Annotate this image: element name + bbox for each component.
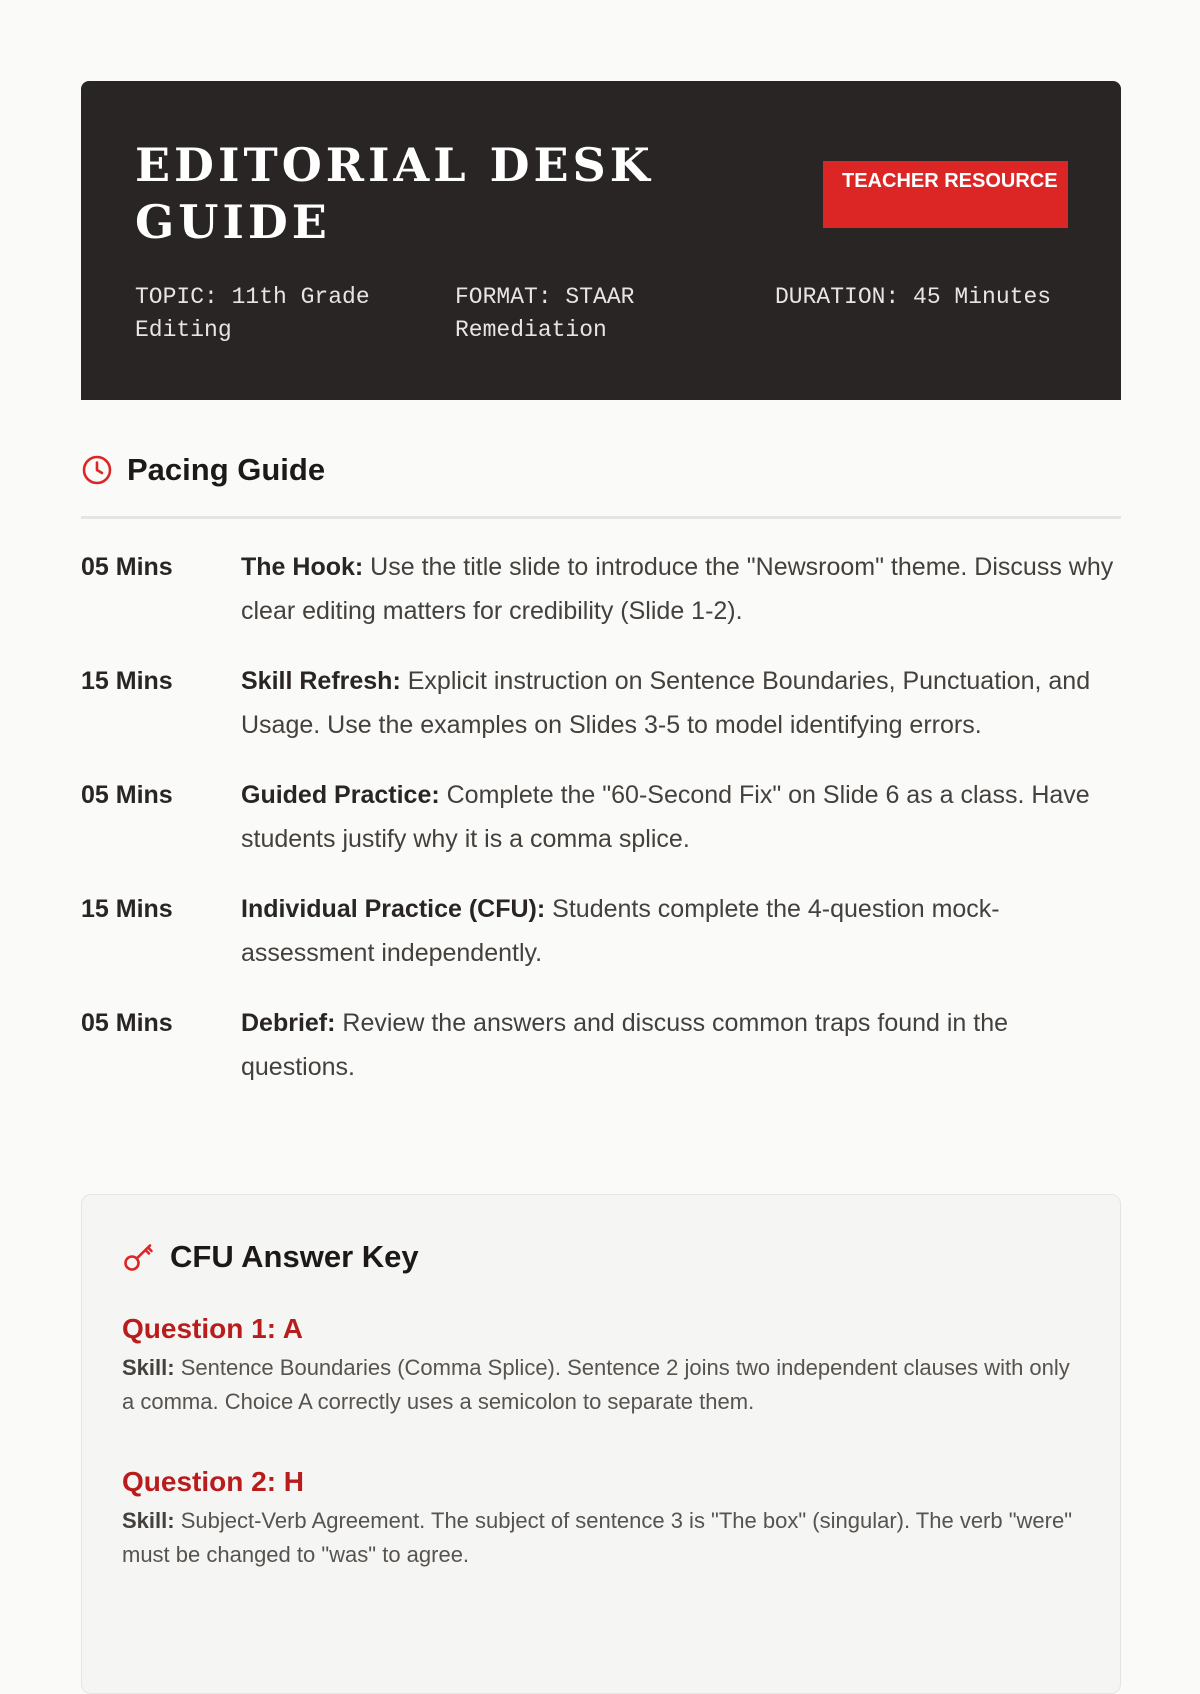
key-icon <box>122 1240 156 1274</box>
pacing-label: Debrief: <box>241 1009 336 1037</box>
pacing-guide-title: Pacing Guide <box>127 452 326 487</box>
skill-text: Subject-Verb Agreement. The subject of sentence 3 is "The box" (singular). The verb "were" must be changed to "was" to agree. <box>122 1508 1073 1567</box>
meta-topic: TOPIC: 11th Grade Editing <box>135 284 370 343</box>
meta-format: FORMAT: STAAR Remediation <box>455 284 635 343</box>
pacing-description <box>241 660 1121 747</box>
skill-label: Skill: <box>122 1508 175 1533</box>
question-explanation <box>122 1351 1082 1419</box>
question-title: Question 2: H <box>122 1466 305 1497</box>
skill-label: Skill: <box>122 1355 175 1380</box>
teacher-resource-badge: TEACHER RESOURCE <box>823 161 1068 228</box>
pacing-time: 05 Mins <box>81 553 173 581</box>
answer-key-title: CFU Answer Key <box>170 1239 419 1274</box>
pacing-description <box>241 546 1121 633</box>
question-title: Question 1: A <box>122 1313 303 1344</box>
meta-duration: DURATION: 45 Minutes <box>775 284 1052 310</box>
clock-icon <box>81 454 113 486</box>
pacing-text: Review the answers and discuss common traps found in the questions. <box>241 1009 1009 1081</box>
question-explanation <box>122 1504 1082 1572</box>
pacing-guide-header <box>81 454 1121 519</box>
pacing-label: Skill Refresh: <box>241 667 401 695</box>
pacing-item <box>81 660 1121 747</box>
pacing-text: Students complete the 4-question mock-assessment independently. <box>241 895 1000 967</box>
pacing-item <box>81 546 1121 633</box>
answer-item <box>122 1311 1082 1419</box>
pacing-list <box>81 546 1121 1116</box>
pacing-description <box>241 774 1121 861</box>
pacing-description <box>241 888 1121 975</box>
pacing-text: Use the title slide to introduce the "Newsroom" theme. Discuss why clear editing matters for credibility (Slide 1-2). <box>241 553 1114 625</box>
pacing-text: Complete the "60-Second Fix" on Slide 6 as a class. Have students justify why it is a comma splice. <box>241 781 1090 853</box>
answer-key-header <box>122 1239 419 1275</box>
pacing-item <box>81 774 1121 861</box>
pacing-item <box>81 888 1121 975</box>
meta-row <box>135 281 1075 347</box>
pacing-time: 15 Mins <box>81 667 173 695</box>
guide-header <box>81 81 1121 400</box>
pacing-text: Explicit instruction on Sentence Boundaries, Punctuation, and Usage. Use the examples on Slides 3-5 to model identifying errors. <box>241 667 1091 739</box>
pacing-time: 05 Mins <box>81 781 173 809</box>
pacing-description <box>241 1002 1121 1089</box>
pacing-item <box>81 1002 1121 1089</box>
skill-text: Sentence Boundaries (Comma Splice). Sentence 2 joins two independent clauses with only a comma. Choice A correctly uses a semicolon to separate them. <box>122 1355 1070 1414</box>
pacing-time: 15 Mins <box>81 895 173 923</box>
page-title: EDITORIAL DESK GUIDE <box>135 138 654 249</box>
teacher-guide-page <box>81 81 1121 1567</box>
answer-item <box>122 1464 1082 1572</box>
pacing-label: Individual Practice (CFU): <box>241 895 546 923</box>
pacing-label: The Hook: <box>241 553 364 581</box>
pacing-time: 05 Mins <box>81 1009 173 1037</box>
pacing-label: Guided Practice: <box>241 781 440 809</box>
answer-key-card <box>81 1194 1121 1694</box>
